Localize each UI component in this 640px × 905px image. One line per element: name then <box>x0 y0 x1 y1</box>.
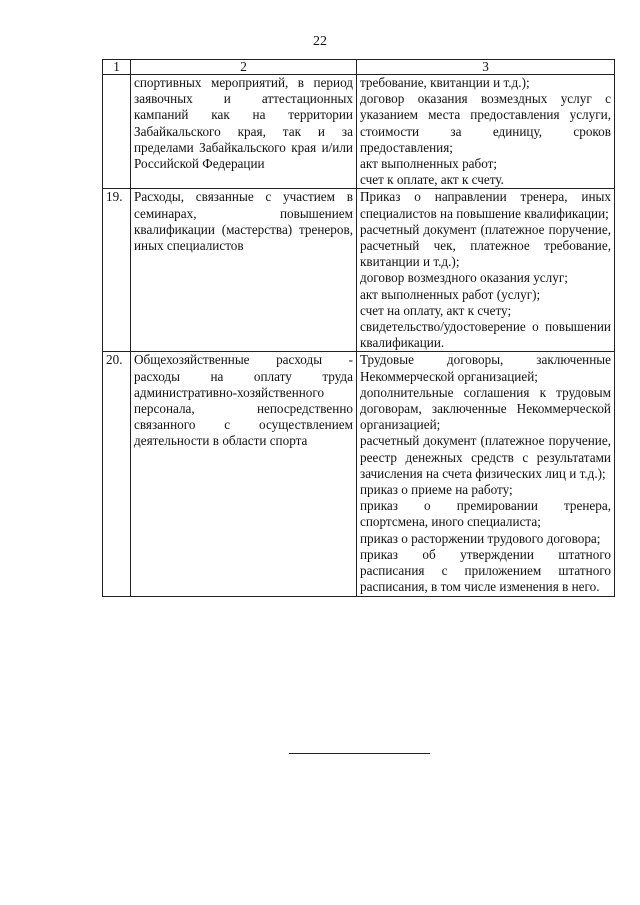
document-item: счет к оплате, акт к счету. <box>360 172 504 188</box>
column-header-3: 3 <box>357 60 615 75</box>
document-item: приказ о приеме на работу; <box>360 482 513 498</box>
document-item: приказ об утверждении штатного расписания с приложением штатного расписания, в том числе изменения в него. <box>360 546 611 595</box>
expenses-table <box>102 59 615 597</box>
table-row <box>103 352 615 596</box>
document-item: договор оказания возмездных услуг с указанием места предоставления услуги, стоимости за единицу, сроков предоставления; <box>360 91 611 155</box>
page-number: 22 <box>313 34 327 49</box>
document-item: приказ о расторжении трудового договора; <box>360 530 601 546</box>
row-number: 19. <box>103 189 131 352</box>
document-item: свидетельство/удостоверение о повышении квалификации. <box>360 319 611 351</box>
document-item: договор возмездного оказания услуг; <box>360 270 568 286</box>
document-item: акт выполненных работ; <box>360 156 498 172</box>
expense-text: спортивных мероприятий, в период заявочных и аттестационных кампаний как на территории Забайкальского края, так и за пределами Забайкальского края и/или Российской Федерации <box>134 75 353 172</box>
document-item: счет на оплату, акт к счету; <box>360 302 512 318</box>
document-item: акт выполненных работ (услуг); <box>360 286 541 302</box>
table-header-row <box>103 60 615 75</box>
supporting-documents <box>357 352 615 596</box>
document-item: дополнительные соглашения к трудовым договорам, заключенные Некоммерческой организацией; <box>360 384 611 433</box>
table-row <box>103 189 615 352</box>
expense-text: Общехозяйственные расходы - расходы на оплату труда административно-хозяйственного персонала, непосредственно связанного с осуществлением деятельности в области спорта <box>134 352 353 449</box>
document-item: расчетный документ (платежное поручение, реестр денежных средств с результатами зачисления на счета физических лиц и т.д.); <box>360 433 611 481</box>
document-item: Приказ о направлении тренера, иных специалистов на повышение квалификации; <box>360 189 611 221</box>
column-header-2: 2 <box>131 60 357 75</box>
supporting-documents <box>357 75 615 189</box>
expense-description <box>131 352 357 596</box>
row-number <box>103 75 131 189</box>
supporting-documents <box>357 189 615 352</box>
document-item: Трудовые договоры, заключенные Некоммерческой организацией; <box>360 352 611 384</box>
document-item: приказ о премировании тренера, спортсмена, иного специалиста; <box>360 498 611 530</box>
expense-text: Расходы, связанные с участием в семинарах, повышением квалификации (мастерства) тренеров, иных специалистов <box>134 189 353 254</box>
expense-description <box>131 75 357 189</box>
expense-description <box>131 189 357 352</box>
footer-divider <box>289 753 430 754</box>
document-item: расчетный документ (платежное поручение, расчетный чек, платежное требование, квитанции и т.д.); <box>360 221 611 270</box>
row-number: 20. <box>103 352 131 596</box>
column-header-1: 1 <box>103 60 131 75</box>
document-item: требование, квитанции и т.д.); <box>360 75 530 90</box>
table-row <box>103 75 615 189</box>
